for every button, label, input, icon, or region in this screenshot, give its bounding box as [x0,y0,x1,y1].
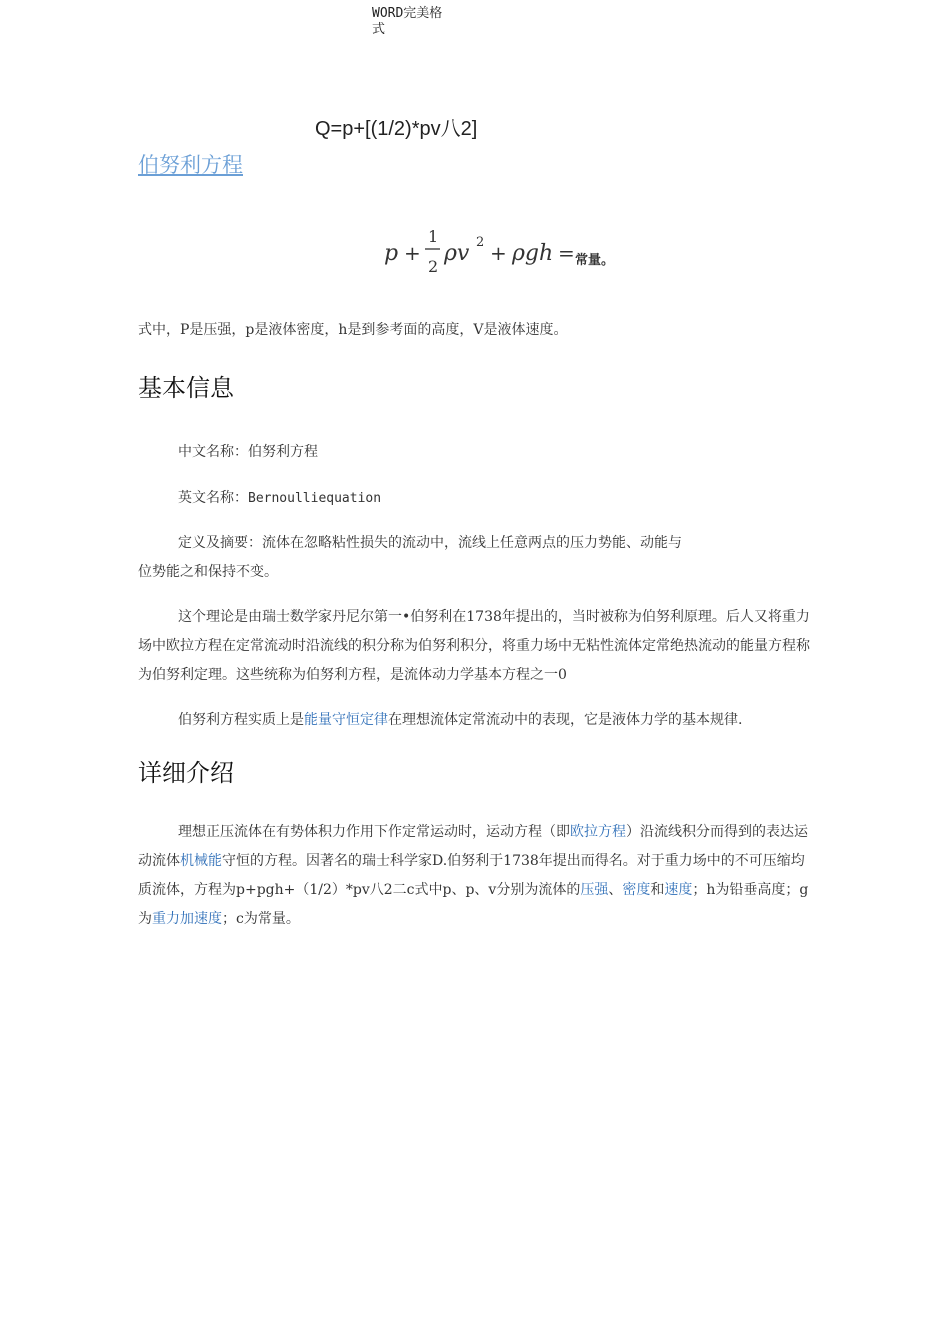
bernoulli-formula-image [380,222,620,282]
definition-paragraph [138,529,810,587]
formula-rho-v: ρv [444,241,470,266]
chinese-name-label: 中文名称： [178,444,248,460]
formula-rho-g-h: ρgh [512,241,554,266]
header-note: WORD完美格式 [372,6,443,37]
pressure-link[interactable]: 压强 [580,882,609,898]
formula-plus-1: + [404,241,421,265]
energy-conservation-link[interactable]: 能量守恒定律 [304,712,388,728]
detail-text-3: 守恒的方程。因著名的瑞士科学家D.伯努利于1738年提出而得名。对于重力场中的不可压缩均质流体，方程为p+pgh+（1/2）*pv八2二c式中p、p、v分别为流体的 [138,853,805,898]
formula-constant: 常量。 [575,253,615,268]
euler-equation-link[interactable]: 欧拉方程 [570,824,626,840]
detail-paragraph [138,818,810,934]
section-heading-basic-info: 基本信息 [138,374,234,402]
history-paragraph: 这个理论是由瑞士数学家丹尼尔第一•伯努利在1738年提出的，当时被称为伯努利原理。后人又将重力场中欧拉方程在定常流动时沿流线的积分称为伯努利积分，将重力场中无粘性流体定常绝热流动的能量方程称为伯努利定理。这些统称为伯努利方程，是流体动力学基本方程之一0 [138,609,810,683]
detail-text-2: ）沿流线积分而得到的表达运动流体 [138,824,808,869]
essence-text-pre: 伯努利方程实质上是 [178,712,304,728]
formula-denominator: 2 [428,257,439,276]
definition-line-1: 定义及摘要：流体在忽略粘性损失的流动中，流线上任意两点的压力势能、动能与 [178,535,682,551]
definition-line-2: 位势能之和保持不变。 [138,564,278,580]
english-name-label: 英文名称： [178,490,248,506]
chinese-name-value: 伯努利方程 [248,444,318,460]
essence-text-post: 在理想流体定常流动中的表现，它是液体力学的基本规律. [388,712,743,728]
formula-square: 2 [476,235,485,250]
gravity-acceleration-link[interactable]: 重力加速度 [152,911,222,927]
velocity-link[interactable]: 速度 [664,882,693,898]
essence-paragraph [138,706,810,735]
title-link[interactable]: 伯努利方程 [138,154,243,177]
detail-text-5: 和 [650,882,665,898]
mechanical-energy-link[interactable]: 机械能 [180,853,222,869]
detail-text-4: 、 [608,882,623,898]
formula-numerator: 1 [428,227,439,246]
formula-plus-2: + [490,241,507,265]
density-link[interactable]: 密度 [622,882,651,898]
detail-text-1: 理想正压流体在有势体积力作用下作定常运动时，运动方程（即 [178,824,570,840]
formula-p: p [384,241,399,266]
chinese-name-row [178,442,318,462]
detail-text-7: ；c为常量。 [222,911,300,927]
formula-equals: = [558,241,575,265]
formula-text: Q=p+[(1/2)*pv八2] [315,118,478,140]
english-name-value: Bernoulliequation [248,491,382,506]
detail-text-6: ；h为铅垂高度；g为 [138,882,809,927]
section-heading-detail: 详细介绍 [138,759,234,787]
formula-caption: 式中，P是压强，p是液体密度，h是到参考面的高度，V是液体速度。 [138,322,568,338]
english-name-row [178,488,381,509]
